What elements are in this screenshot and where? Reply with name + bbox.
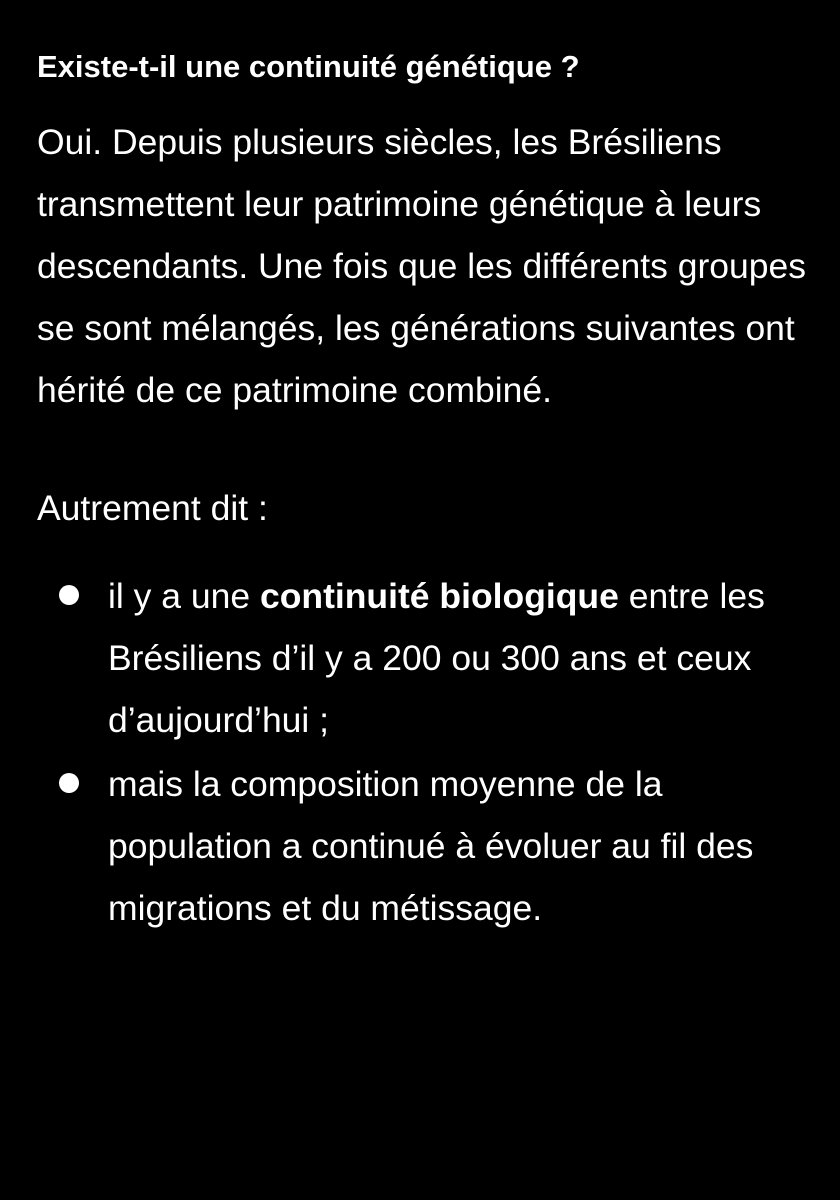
section-heading: Existe-t-il une continuité génétique ? bbox=[37, 49, 580, 84]
list-item bbox=[37, 565, 808, 751]
bullet-text: mais la composition moyenne de la population a continué à évoluer au fil des migrations et du métissage. bbox=[108, 764, 754, 928]
bullet-dot-icon bbox=[59, 585, 79, 605]
list-item bbox=[37, 753, 808, 939]
bullet-text-suffix: entre les Brésiliens d’il y a 200 ou 300 ans et ceux d’aujourd’hui ; bbox=[108, 576, 765, 740]
bullet-text-prefix: il y a une bbox=[108, 576, 260, 616]
bullet-list bbox=[37, 565, 812, 939]
lead-in-text: Autrement dit : bbox=[37, 488, 268, 528]
bullet-dot-icon bbox=[59, 773, 79, 793]
answer-paragraph: Oui. Depuis plusieurs siècles, les Brésiliens transmettent leur patrimoine génétique à leurs descendants. Une fois que les différents groupes se sont mélangés, les générations suivantes ont hérité de ce patrimoine combiné. bbox=[37, 122, 807, 410]
bullet-emphasis: continuité biologique bbox=[259, 576, 619, 616]
